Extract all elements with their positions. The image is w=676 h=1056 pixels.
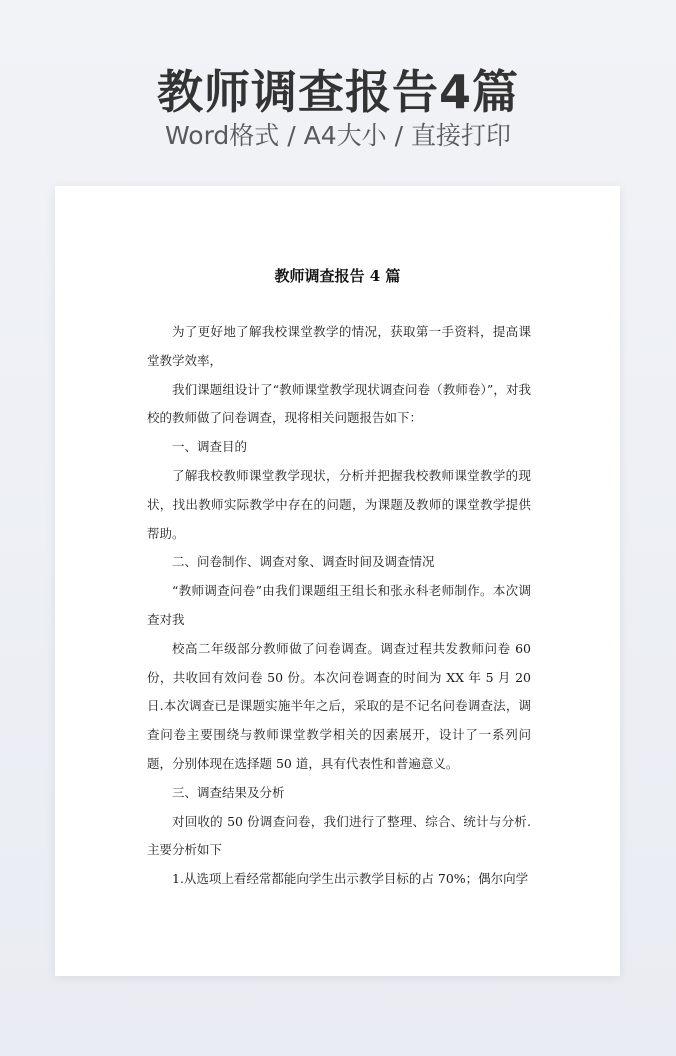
paragraph-survey-details: 校高二年级部分教师做了问卷调查。调查过程共发教师问卷 60 份，共收回有效问卷 50 份。本次问卷调查的时间为 XX 年 5 月 20 日.本次调查已是课题实施半年之后，采取的是不记名问卷调查法，调查问卷主要围绕与教师课堂教学相关的因素展开，设计了一系列问题，分别体现在选择题 50 道，具有代表性和普遍意义。: [147, 640, 531, 771]
banner-subtitle: Word格式 / A4大小 / 直接打印: [165, 121, 511, 150]
paragraph-intro: 为了更好地了解我校课堂教学的情况，获取第一手资料，提高课堂教学效率，: [147, 324, 531, 368]
section-heading-method: 二、问卷制作、调查对象、调查时间及调查情况: [172, 554, 435, 570]
document-title: 教师调查报告 4 篇: [274, 267, 401, 285]
paragraph-questionnaire: “教师调查问卷”由我们课题组王组长和张永科老师制作。本次调查对我: [147, 583, 531, 627]
section-heading-results: 三、调查结果及分析: [172, 784, 285, 800]
paragraph-analysis: 对回收的 50 份调查问卷，我们进行了整理、综合、统计与分析.主要分析如下: [147, 813, 531, 858]
section-heading-purpose: 一、调查目的: [172, 439, 248, 455]
paragraph-survey-design: 我们课题组设计了“教师课堂教学现状调查问卷（教师卷）”，对我校的教师做了问卷调查，现将相关问题报告如下：: [147, 381, 531, 426]
banner-title: 教师调查报告4篇: [156, 65, 519, 119]
paragraph-purpose: 了解我校教师课堂教学现状，分析并把握我校教师课堂教学的现状，找出教师实际教学中存在的问题，为课题及教师的课堂教学提供帮助。: [147, 467, 531, 541]
document-page: [55, 186, 620, 976]
paragraph-finding-1: 1.从选项上看经常都能向学生出示教学目标的占 70%；偶尔向学: [172, 871, 529, 887]
document-body: [147, 318, 531, 894]
